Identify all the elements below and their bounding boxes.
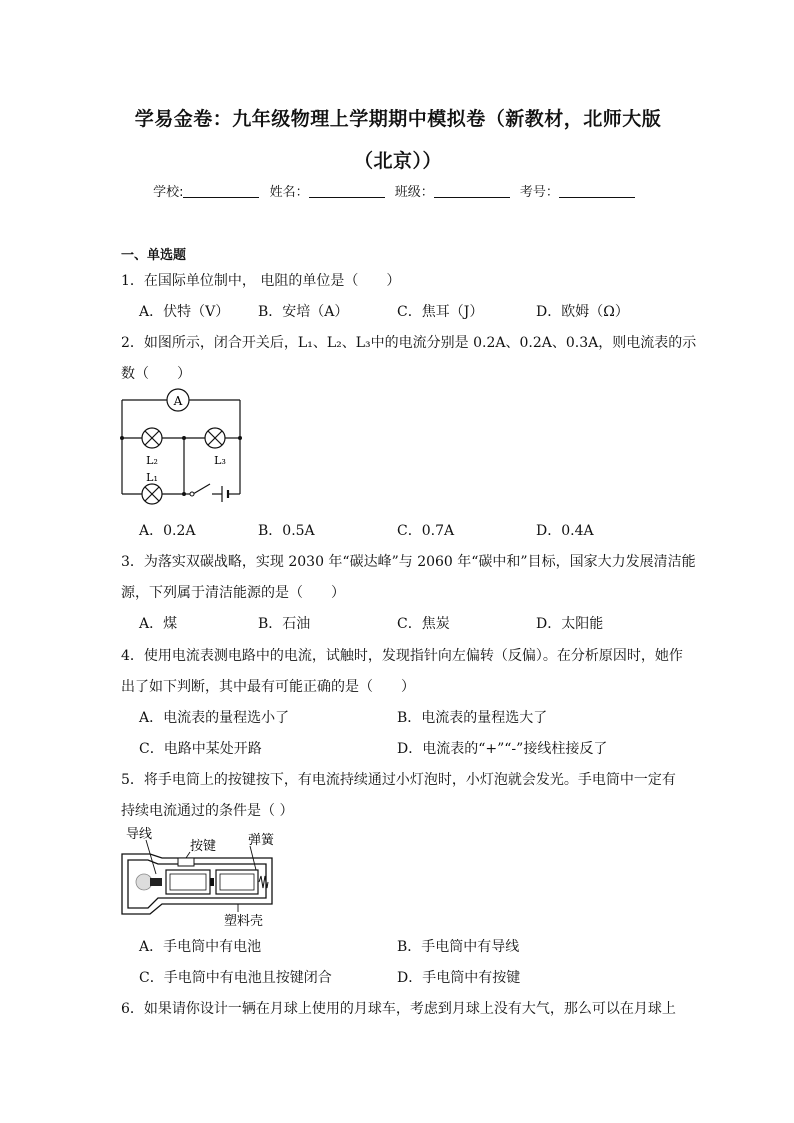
q4-option-d[interactable]: D．电流表的“+”“-”接线柱接反了 — [397, 741, 608, 757]
name-label: 姓名： — [269, 185, 309, 200]
question-4-stem-line1: 4．使用电流表测电路中的电流，试触时，发现指针向左偏转（反偏）。在分析原因时，她作 — [121, 648, 683, 664]
q3-option-c[interactable]: C．焦炭 — [397, 616, 450, 632]
lamp-l2-icon — [142, 428, 162, 448]
lamp-l3-icon — [205, 428, 225, 448]
q1-option-d[interactable]: D．欧姆（Ω） — [536, 304, 629, 320]
circuit-diagram — [116, 384, 248, 510]
class-label: 班级： — [394, 185, 434, 200]
battery-icon — [166, 870, 214, 894]
question-6-stem-line1: 6．如果请你设计一辆在月球上使用的月球车，考虑到月球上没有大气，那么可以在月球上 — [121, 1001, 676, 1017]
exam-number-blank[interactable] — [559, 185, 635, 198]
q2-option-c[interactable]: C．0.7A — [397, 523, 455, 539]
flashlight-diagram — [118, 826, 284, 930]
q3-option-b[interactable]: B．石油 — [258, 616, 311, 632]
button-icon — [178, 858, 194, 866]
q5-option-b[interactable]: B．手电筒中有导线 — [397, 939, 520, 955]
junction-dot — [120, 436, 124, 440]
q3-option-d[interactable]: D．太阳能 — [536, 616, 604, 632]
q1-option-b[interactable]: B．安培（A） — [258, 304, 349, 320]
q2-option-b[interactable]: B．0.5A — [258, 523, 315, 539]
q2-option-d[interactable]: D．0.4A — [536, 523, 594, 539]
student-info-row — [0, 181, 794, 200]
lamp-l3-label: L₃ — [214, 454, 226, 467]
q5-option-c[interactable]: C．手电筒中有电池且按键闭合 — [139, 970, 332, 986]
q4-option-a[interactable]: A．电流表的量程选小了 — [139, 710, 290, 726]
class-blank[interactable] — [434, 185, 510, 198]
switch-contact — [190, 492, 194, 496]
exam-title-line1: 学易金卷：九年级物理上学期期中模拟卷（新教材，北师大版 — [134, 108, 662, 130]
ammeter-symbol — [167, 389, 189, 411]
question-2-stem-line1: 2．如图所示，闭合开关后，L₁、L₂、L₃中的电流分别是 0.2A、0.2A、0.3A，则电流表的示 — [121, 335, 697, 351]
bulb-icon — [136, 874, 162, 890]
junction-dot — [182, 492, 186, 496]
lamp-l1-icon — [142, 484, 162, 504]
q1-option-c[interactable]: C．焦耳（J） — [397, 304, 484, 320]
section-heading: 一、单选题 — [121, 248, 187, 263]
question-2-stem-line2: 数（ ） — [121, 366, 191, 382]
question-5-stem-line1: 5．将手电筒上的按键按下，有电流持续通过小灯泡时，小灯泡就会发光。手电筒中一定有 — [121, 772, 676, 788]
question-1-stem: 1．在国际单位制中， 电阻的单位是（ ） — [121, 273, 401, 289]
question-4-stem-line2: 出了如下判断，其中最有可能正确的是（ ） — [121, 679, 415, 695]
exam-title-line2: （北京）） — [353, 150, 442, 172]
q4-option-c[interactable]: C．电路中某处开路 — [139, 741, 262, 757]
battery-icon — [216, 870, 258, 894]
q1-option-a[interactable]: A．伏特（V） — [139, 304, 230, 320]
name-blank[interactable] — [309, 185, 385, 198]
question-3-stem-line2: 源，下列属于清洁能源的是（ ） — [121, 585, 345, 601]
school-blank[interactable] — [183, 185, 259, 198]
button-label: 按键 — [190, 839, 217, 854]
wire-label: 导线 — [126, 827, 153, 842]
q5-option-d[interactable]: D．手电筒中有按键 — [397, 970, 521, 986]
q2-option-a[interactable]: A．0.2A — [139, 523, 196, 539]
school-label: 学校: — [153, 185, 184, 200]
exam-number-label: 考号： — [519, 185, 559, 200]
question-5-stem-line2: 持续电流通过的条件是（ ） — [121, 803, 294, 819]
ammeter-label: A — [173, 394, 183, 408]
junction-dot — [238, 436, 242, 440]
q5-option-a[interactable]: A．手电筒中有电池 — [139, 939, 262, 955]
junction-dot — [182, 436, 186, 440]
lamp-l2-label: L₂ — [146, 454, 158, 467]
lamp-l1-label: L₁ — [146, 471, 158, 484]
q3-option-a[interactable]: A．煤 — [139, 616, 178, 632]
shell-label: 塑料壳 — [224, 914, 264, 929]
q4-option-b[interactable]: B．电流表的量程选大了 — [397, 710, 548, 726]
question-3-stem-line1: 3．为落实双碳战略，实现 2030 年“碳达峰”与 2060 年“碳中和”目标，国家大力发展清洁能 — [121, 554, 696, 570]
spring-label: 弹簧 — [248, 833, 275, 848]
